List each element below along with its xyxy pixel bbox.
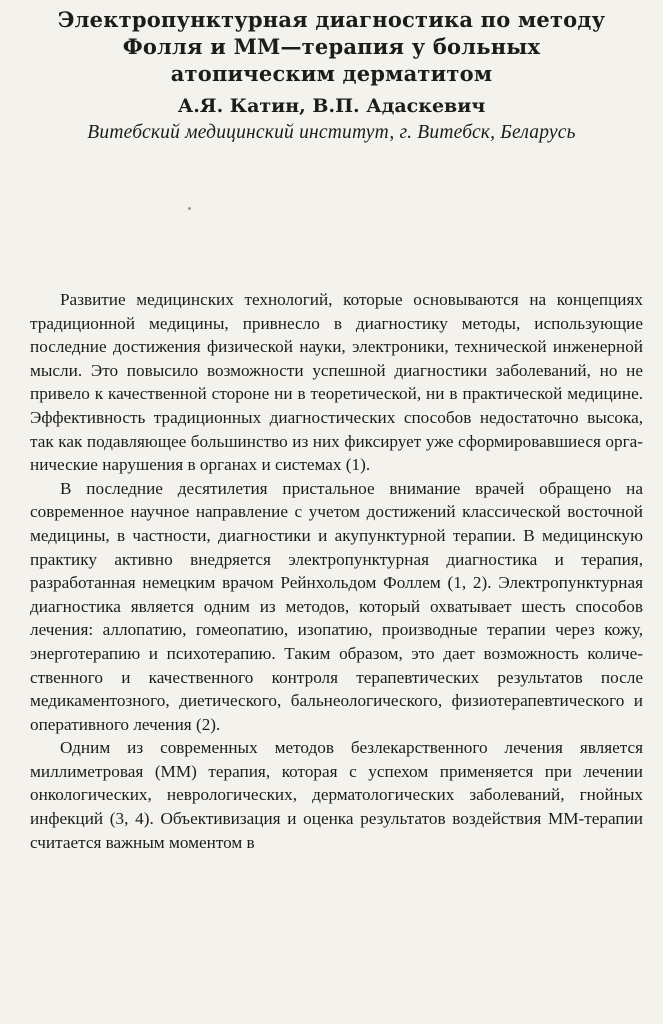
authors: А.Я. Катин, В.П. Адаскевич xyxy=(177,95,486,117)
paragraph-2: В последние десятилетия пристальное внимание врачей обращено на современное научное направление с учетом достижений классической восточной медицины, в частности, диагностики и акупунктурной терапии. В медицинскую практику активно внедряется электропунктурная диагностика и терапия, разработанная немецким врачом Рейнхольдом Фоллем (1, 2). Электропунктурная диагностика является одним из методов, который охватывает шесть способов лечения: аллопатию, гомеопатию, изопатию, производные терапии через кожу, энерготерапию и психотерапию. Таким образом, это дает возможность количественного и качественного контроля терапевтических результатов после медикаментозного, диетического, бальнеологического, физиотерапевтического и оперативного лечения (2). xyxy=(30,478,643,734)
paragraph-1: Развитие медицинских технологий, которые основываются на концепциях традиционной медицины, привнесло в диагностику методы, использующие последние достижения физической науки, электроники, технической инженерной мысли. Это повысило возможности успешной диагностики заболеваний, но не привело к качественной стороне ни в теоретической, ни в практической медицине. Эффективность традиционных диагностических способов недостаточно высока, так как подавляющее большинство из них фиксирует уже сформировавшиеся органические нарушения в органах и системах (1). xyxy=(30,290,643,475)
header-block xyxy=(0,6,663,145)
title-line-3: атопическим дерматитом xyxy=(170,61,493,86)
affiliation: Витебский медицинский институт, г. Витебск, Беларусь xyxy=(87,122,576,143)
title-line-2: Фолля и ММ—терапия у больных xyxy=(122,34,541,59)
title-line-1: Электропунктурная диагностика по методу xyxy=(57,7,606,32)
article-body xyxy=(30,288,643,854)
scan-speck xyxy=(188,207,191,210)
paragraph-3: Одним из современных методов безлекарственного лечения является миллиметровая (ММ) терапия, которая с успехом применяется при лечении онкологических, неврологических, дерматологических заболеваний, гнойных инфекций (3, 4). Объективизация и оценка результатов воздействия ММ-терапии считается важным моментом в xyxy=(30,738,643,852)
article-title xyxy=(0,6,663,87)
